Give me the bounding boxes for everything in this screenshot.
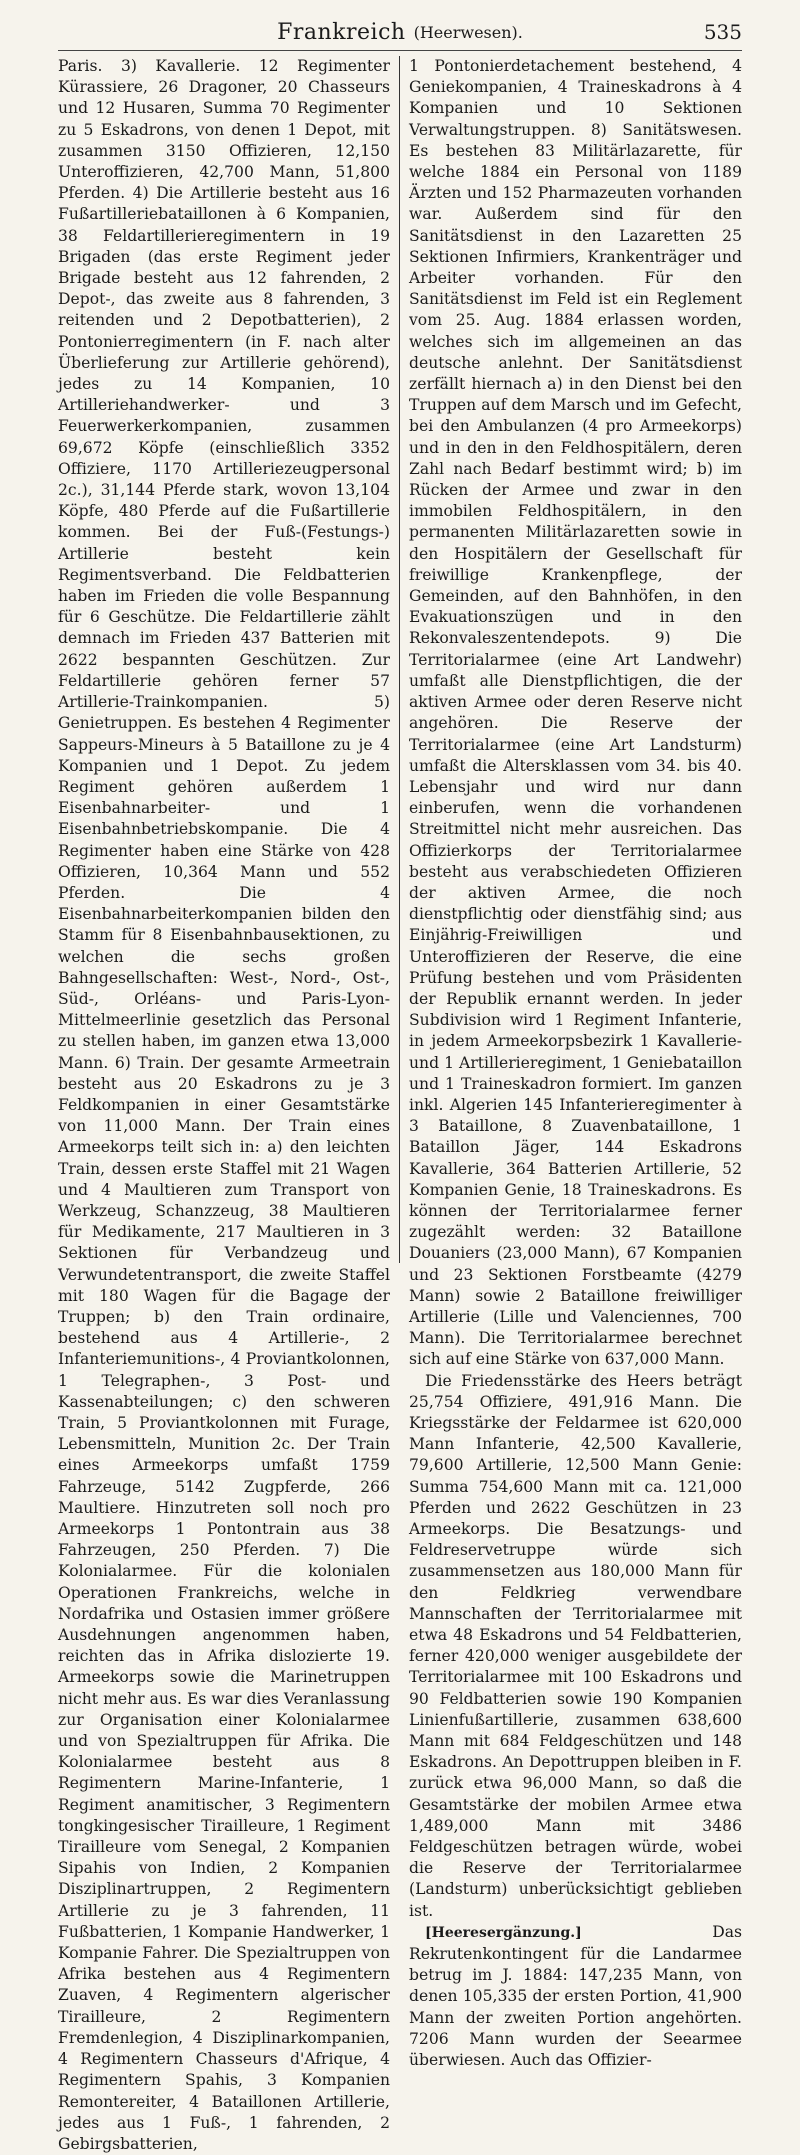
page-number: 535: [703, 20, 742, 44]
left-paragraph-1: Paris. 3) Kavallerie. 12 Regimenter Kürassiere, 26 Dragoner, 20 Chasseurs und 12 Husaren, Summa 70 Regimenter zu 5 Eskadrons, von denen 1 Depot, mit zusammen 3150 Offizieren, 12,150 Unteroffizieren, 42,700 Mann, 51,800 Pferden. 4) Die Artillerie besteht aus 16 Fußartilleriebataillonen à 6 Kompanien, 38 Feldartillerieregimentern in 19 Brigaden (das erste Regiment jeder Brigade besteht aus 12 fahrenden, 2 Depot-, das zweite aus 8 fahrenden, 3 reitenden und 2 Depotbatterien), 2 Pontonierregimentern (in F. nach alter Überlieferung zur Artillerie gehörend), jedes zu 14 Kompanien, 10 Artilleriehandwerker- und 3 Feuerwerkerkompanien, zusammen 69,672 Köpfe (einschließlich 3352 Offiziere, 1170 Artilleriezeugpersonal 2c.), 31,144 Pferde stark, wovon 13,104 Köpfe, 480 Pferde auf die Fußartillerie kommen. Bei der Fuß-(Festungs-) Artillerie besteht kein Regimentsverband. Die Feldbatterien haben im Frieden die volle Bespannung für 6 Geschütze. Die Feldartillerie zählt demnach im Frieden 437 Batterien mit 2622 bespannten Geschützen. Zur Feldartillerie gehören ferner 57 Artillerie-Trainkompanien. 5) Genietruppen. Es bestehen 4 Regimenter Sappeurs-Mineurs à 5 Bataillone zu je 4 Kompanien und 1 Depot. Zu jedem Regiment gehören außerdem 1 Eisenbahnarbeiter- und 1 Eisenbahnbetriebskompanie. Die 4 Regimenter haben eine Stärke von 428 Offizieren, 10,364 Mann und 552 Pferden. Die 4 Eisenbahnarbeiterkompanien bilden den Stamm für 8 Eisenbahnbausektionen, zu welchen die sechs großen Bahngesellschaften: West-, Nord-, Ost-, Süd-, Orléans- und Paris-Lyon-Mittelmeerlinie gesetzlich das Personal zu stellen haben, im ganzen etwa 13,000 Mann. 6) Train. Der gesamte Armeetrain besteht aus 20 Eskadrons zu je 3 Feldkompanien in einer Gesamtstärke von 11,000 Mann. Der Train eines Armeekorps teilt sich in: a) den leichten Train, dessen erste Staffel mit 21 Wagen und 4 Maultieren zum Transport von Werkzeug, Schanzzeug, 38 Maultieren für Medikamente, 217 Maultieren in 3 Sektionen für Verbandzeug und Verwundetentransport, die zweite Staffel mit 180 Wagen für die Bagage der Truppen; b) den Train ordinaire, bestehend aus 4 Artillerie-, 2 Infanteriemunitions-, 4 Proviantkolonnen, 1 Telegraphen-, 3 Post- und Kassenabteilungen; c) den schweren Train, 5 Proviantkolonnen mit Furage, Lebensmitteln, Munition 2c. Der Train eines Armeekorps umfaßt 1759 Fahrzeuge, 5142 Zugpferde, 266 Maultiere. Hinzutreten soll noch pro Armeekorps 1 Pontontrain aus 38 Fahrzeugen, 250 Pferden. 7) Die Kolonialarmee. Für die kolonialen Operationen Frankreichs, welche in Nordafrika und Ostasien immer größere Ausdehnungen angenommen haben, reichten das in Afrika dislozierte 19. Armeekorps sowie die Marinetruppen nicht mehr aus. Es war dies Veranlassung zur Organisation einer Kolonialarmee und von Spezialtruppen für Afrika. Die Kolonialarmee besteht aus 8 Regimentern Marine-Infanterie, 1 Regiment anamitischer, 3 Regimentern tongkingesischer Tirailleure, 1 Regiment Tirailleure vom Senegal, 2 Kompanien Sipahis von Indien, 2 Kompanien Disziplinartruppen, 2 Regimentern Artillerie zu je 3 fahrenden, 11 Fußbatterien, 1 Kompanie Handwerker, 1 Kompanie Fahrer. Die Spezialtruppen von Afrika bestehen aus 4 Regimentern Zuaven, 4 Regimentern algerischer Tirailleure, 2 Regimentern Fremdenlegion, 4 Disziplinarkompanien, 4 Regimentern Chasseurs d'Afrique, 4 Regimentern Spahis, 3 Kompanien Remontereiter, 4 Bataillonen Artillerie, jedes aus 1 Fuß-, 1 fahrenden, 2 Gebirgsbatterien,: [58, 57, 390, 2153]
right-paragraph-3: Das Rekrutenkontingent für die Landarmee betrug im J. 1884: 147,235 Mann, von denen 105,335 der ersten Portion, 41,900 Mann der zweiten Portion angehörten. 7206 Mann wurden der Seearmee überwiesen. Auch das Offizier-: [409, 1922, 742, 2070]
right-paragraph-2: Die Friedensstärke des Heers beträgt 25,754 Offiziere, 491,916 Mann. Die Kriegsstärke der Feldarmee ist 620,000 Mann Infanterie, 42,500 Kavallerie, 79,600 Artillerie, 12,500 Mann Genie: Summa 754,600 Mann mit ca. 121,000 Pferden und 2622 Geschützen in 23 Armeekorps. Die Besatzungs- und Feldreservetruppe würde sich zusammensetzen aus 180,000 Mann für den Feldkrieg verwendbare Mannschaften der Territorialarmee mit etwa 48 Eskadrons und 54 Feldbatterien, ferner 420,000 weniger ausgebildete der Territorialarmee mit 100 Eskadrons und 90 Feldbatterien sowie 190 Kompanien Linienfußartillerie, zusammen 638,600 Mann mit 684 Feldgeschützen und 148 Eskadrons. An Depottruppen bleiben in F. zurück etwa 96,000 Mann, so daß die Gesamtstärke der mobilen Armee etwa 1,489,000 Mann mit 3486 Feldgeschützen betragen würde, wobei die Reserve der Territorialarmee (Landsturm) unberücksichtigt geblieben ist.: [409, 1371, 742, 1920]
text-columns: [58, 56, 742, 2153]
right-paragraph-3-block: [409, 1922, 742, 2071]
running-header: [58, 14, 742, 51]
page-title: Frankreich: [277, 19, 406, 45]
left-column: [58, 56, 400, 2153]
right-paragraph-1: 1 Pontonierdetachement bestehend, 4 Geniekompanien, 4 Traineskadrons à 4 Kompanien und 10 Sektionen Verwaltungstruppen. 8) Sanitätswesen. Es bestehen 83 Militärlazarette, für welche 1884 ein Personal von 1189 Ärzten und 152 Pharmazeuten vorhanden war. Außerdem sind für den Sanitätsdienst in den Lazaretten 25 Sektionen Infirmiers, Krankenträger und Arbeiter vorhanden. Für den Sanitätsdienst im Feld ist ein Reglement vom 25. Aug. 1884 erlassen worden, welches sich im allgemeinen an das deutsche anlehnt. Der Sanitätsdienst zerfällt hiernach a) in den Dienst bei den Truppen auf dem Marsch und im Gefecht, bei den Ambulanzen (4 pro Armeekorps) und in den in den Feldhospitälern, deren Zahl nach Bedarf bestimmt wird; b) im Rücken der Armee und zwar in den immobilen Feldhospitälern, in den permanenten Militärlazaretten sowie in den Hospitälern der Gesellschaft für freiwillige Krankenpflege, der Gemeinden, auf den Bahnhöfen, in den Evakuationszügen und in den Rekonvaleszentendepots. 9) Die Territorialarmee (eine Art Landwehr) umfaßt alle Dienstpflichtigen, die der aktiven Armee oder deren Reserve nicht angehören. Die Reserve der Territorialarmee (eine Art Landsturm) umfaßt die Altersklassen vom 34. bis 40. Lebensjahr und wird nur dann einberufen, wenn die vorhandenen Streitmittel nicht mehr ausreichen. Das Offizierkorps der Territorialarmee besteht aus verabschiedeten Offizieren der aktiven Armee, die noch dienstpflichtig oder dienstfähig sind; aus Einjährig-Freiwilligen und Unteroffizieren der Reserve, die eine Prüfung bestehen und vom Präsidenten der Republik ernannt werden. In jeder Subdivision wird 1 Regiment Infanterie, in jedem Armeekorpsbezirk 1 Kavallerie- und 1 Artillerieregiment, 1 Geniebataillon und 1 Traineskadron formiert. Im ganzen inkl. Algerien 145 Infanterieregimenter à 3 Bataillone, 8 Zuavenbataillone, 1 Bataillon Jäger, 144 Eskadrons Kavallerie, 364 Batterien Artillerie, 52 Kompanien Genie, 18 Traineskadrons. Es können der Territorialarmee ferner zugezählt werden: 32 Bataillone Douaniers (23,000 Mann), 67 Kompanien und 23 Sektionen Forstbeamte (4279 Mann) sowie 2 Bataillone freiwilliger Artillerie (Lille und Valenciennes, 700 Mann). Die Territorialarmee berechnet sich auf eine Stärke von 637,000 Mann.: [409, 57, 742, 1369]
section-marker: [Heeresergänzung.]: [425, 1924, 582, 1941]
right-column: [400, 56, 742, 2070]
page-subtitle: (Heerwesen).: [413, 22, 523, 42]
